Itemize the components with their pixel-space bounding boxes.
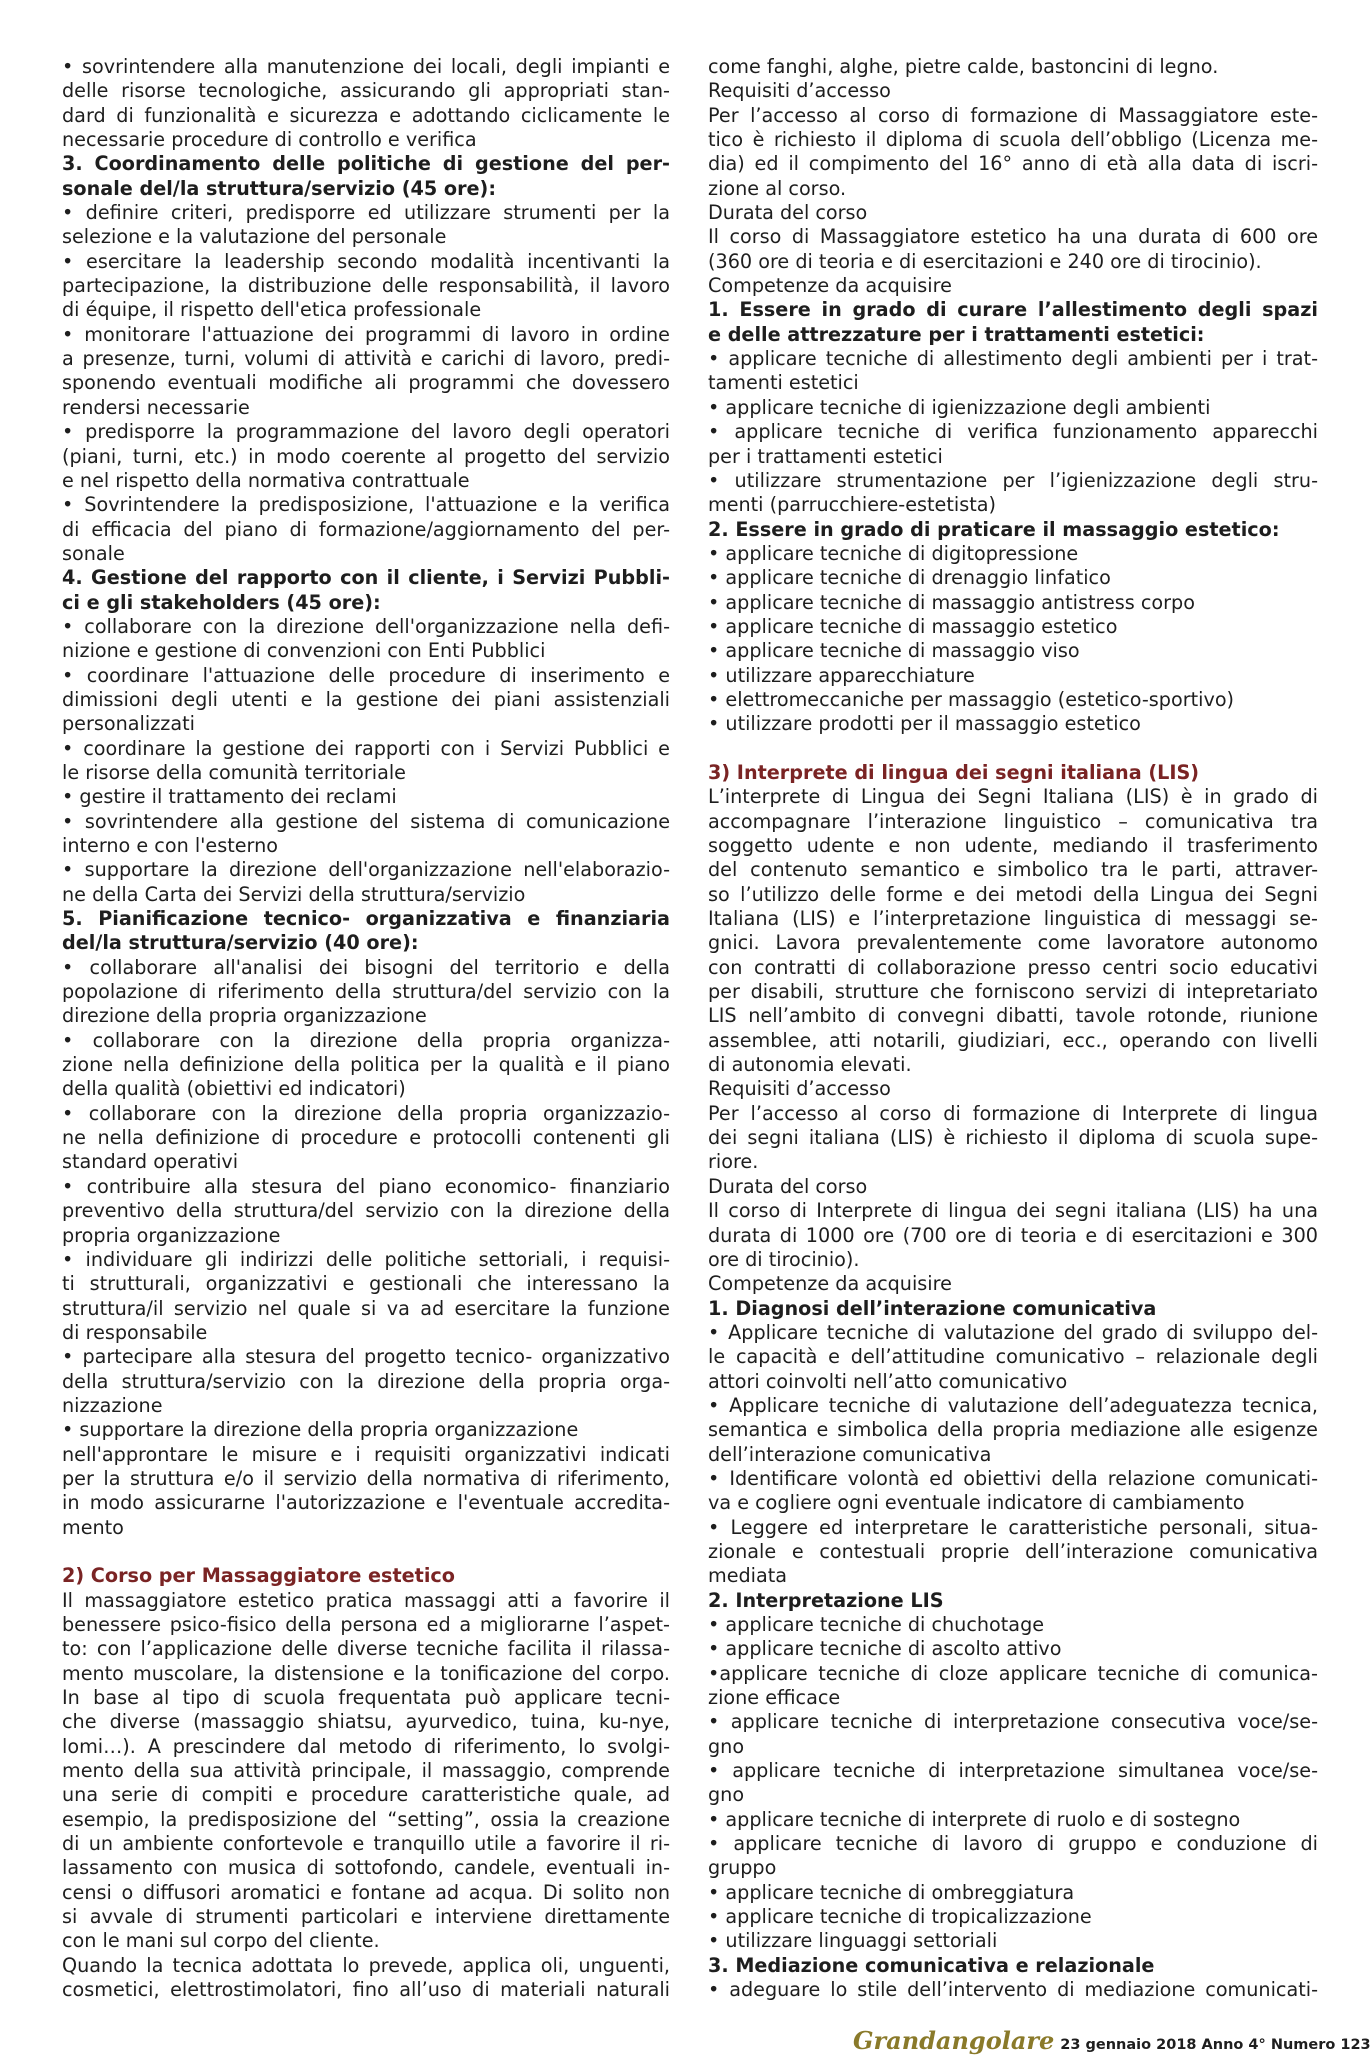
text-line: di efficacia del piano di formazione/aggiornamento del per- <box>62 517 670 541</box>
text-line: selezione e la valutazione del personale <box>62 225 447 249</box>
text-line: in modo assicurarne l'autorizzazione e l'eventuale accredita- <box>62 1491 670 1515</box>
text-line: • coordinare la gestione dei rapporti con i Servizi Pubblici e <box>62 736 670 760</box>
text-line: • utilizzare prodotti per il massaggio estetico <box>708 712 1141 736</box>
page-footer <box>853 2026 1371 2055</box>
text-line: mediata <box>708 1564 788 1588</box>
subheading-line: ci e gli stakeholders (45 ore): <box>62 590 381 614</box>
text-line: soggetto udente e non udente, mediando il trasferimento <box>708 834 1318 857</box>
text-line: • sovrintendere alla gestione del sistema di comunicazione <box>62 809 670 833</box>
text-line: assemblee, atti notarili, giudiziari, ecc., operando con livelli <box>708 1028 1318 1052</box>
text-line: • Applicare tecniche di valutazione del grado di sviluppo del- <box>708 1320 1318 1344</box>
text-line: • Leggere ed interpretare le caratteristiche personali, situa- <box>708 1515 1318 1539</box>
text-line: ore di tirocinio). <box>708 1247 860 1271</box>
text-line: popolazione di riferimento della struttura/del servizio con la <box>62 980 670 1004</box>
text-line: attori coinvolti nell’atto comunicativo <box>708 1369 1068 1393</box>
text-line: preventivo della struttura/del servizio con la direzione della <box>62 1199 670 1223</box>
text-line: ne della Carta dei Servizi della struttura/servizio <box>62 882 526 906</box>
text-line: dard di funzionalità e sicurezza e adottando ciclicamente le <box>62 103 670 127</box>
text-line: • applicare tecniche di drenaggio linfatico <box>708 566 1111 590</box>
text-line: Quando la tecnica adottata lo prevede, applica oli, unguenti, <box>62 1953 670 1977</box>
text-line: una serie di compiti e procedure caratteristiche quale, ad <box>62 1783 670 1807</box>
text-line: • collaborare con la direzione dell'organizzazione nella defi- <box>62 614 670 638</box>
text-line: necessarie procedure di controllo e verifica <box>62 128 477 152</box>
text-line: Requisiti d’accesso <box>708 1077 891 1101</box>
text-line: per i trattamenti estetici <box>708 444 943 468</box>
text-line: • applicare tecniche di lavoro di gruppo e conduzione di <box>708 1832 1318 1856</box>
subheading-line: 1. Essere in grado di curare l’allestimento degli spazi <box>708 298 1318 322</box>
text-line: • applicare tecniche di igienizzazione degli ambienti <box>708 395 1211 419</box>
text-line: per la struttura e/o il servizio della normativa di riferimento, <box>62 1466 670 1490</box>
text-line: della qualità (obiettivi ed indicatori) <box>62 1077 406 1101</box>
text-line: • applicare tecniche di interprete di ruolo e di sostegno <box>708 1807 1241 1831</box>
text-line: Il corso di Massaggiatore estetico ha una durata di 600 ore <box>708 225 1318 249</box>
text-line: • applicare tecniche di ascolto attivo <box>708 1637 1062 1661</box>
text-line: • utilizzare linguaggi settoriali <box>708 1929 998 1953</box>
text-line: • Sovrintendere la predisposizione, l'attuazione e la verifica <box>62 493 670 517</box>
text-line: Durata del corso <box>708 201 868 225</box>
text-line: • adeguare lo stile dell’intervento di mediazione comunicati- <box>708 1978 1318 2002</box>
text-line: direzione della propria organizzazione <box>62 1004 427 1028</box>
text-line: le capacità e dell’attitudine comunicativo – relazionale degli <box>708 1345 1318 1369</box>
text-line: sonale <box>62 541 125 565</box>
text-line: zione efficace <box>708 1686 841 1710</box>
subheading-line: del/la struttura/servizio (40 ore): <box>62 931 419 955</box>
text-line: zione al corso. <box>708 176 847 200</box>
text-line: Durata del corso <box>708 1174 868 1198</box>
subheading-line: sonale del/la struttura/servizio (45 ore): <box>62 176 496 200</box>
text-line: gno <box>708 1783 745 1807</box>
text-line: cosmetici, elettrostimolatori, fino all’uso di materiali naturali <box>62 1978 670 2002</box>
text-line: accompagnare l’interazione linguistico – comunicativa tra <box>708 809 1318 833</box>
text-line: • supportare la direzione dell'organizzazione nell'elaborazio- <box>62 858 670 882</box>
text-line: • monitorare l'attuazione dei programmi di lavoro in ordine <box>62 322 670 346</box>
text-line: Il corso di Interprete di lingua dei segni italiana (LIS) ha una <box>708 1199 1318 1223</box>
text-line: • applicare tecniche di ombreggiatura <box>708 1880 1075 1904</box>
text-line: • applicare tecniche di digitopressione <box>708 541 1079 565</box>
text-line: le risorse della comunità territoriale <box>62 760 406 784</box>
text-line: • applicare tecniche di verifica funzionamento apparecchi <box>708 420 1318 444</box>
text-line: nizione e gestione di convenzioni con Enti Pubblici <box>62 639 546 663</box>
text-line: propria organizzazione <box>62 1223 281 1247</box>
text-line: • coordinare l'attuazione delle procedure di inserimento e <box>62 663 670 687</box>
text-line: Per l’accesso al corso di formazione di Interprete di lingua <box>708 1101 1318 1125</box>
text-line: ti strutturali, organizzativi e gestionali che interessano la <box>62 1272 670 1296</box>
text-line: interno e con l'esterno <box>62 834 279 857</box>
text-line: mento della sua attività principale, il massaggio, comprende <box>62 1759 670 1783</box>
text-line: (360 ore di teoria e di esercitazioni e 240 ore di tirocinio). <box>708 249 1262 273</box>
text-line: • utilizzare apparecchiature <box>708 663 975 687</box>
text-line: sponendo eventuali modifiche ali programmi che dovessero <box>62 371 670 395</box>
text-line: •applicare tecniche di cloze applicare tecniche di comunica- <box>708 1661 1318 1685</box>
subheading-line: 2. Interpretazione LIS <box>708 1588 944 1612</box>
text-line: mento muscolare, la distensione e la tonificazione del corpo. <box>62 1661 670 1685</box>
text-line: dia) ed il compimento del 16° anno di età alla data di iscri- <box>708 152 1318 176</box>
text-line: • gestire il trattamento dei reclami <box>62 785 397 809</box>
text-line: • individuare gli indirizzi delle politiche settoriali, i requisi- <box>62 1247 670 1271</box>
text-line: dei segni italiana (LIS) è richiesto il diploma di scuola supe- <box>708 1126 1318 1150</box>
text-line: zione nella definizione della politica per la qualità e il piano <box>62 1053 670 1077</box>
text-line: benessere psico-fisico della persona ed a migliorarne l’aspet- <box>62 1613 670 1636</box>
text-line: lomi…). A prescindere dal metodo di riferimento, lo svolgi- <box>62 1734 670 1758</box>
text-line: lassamento con musica di sottofondo, candele, eventuali in- <box>62 1856 670 1880</box>
text-line: partecipazione, la distribuzione delle responsabilità, il lavoro <box>62 274 670 298</box>
left-column <box>62 55 670 2003</box>
text-line: Requisiti d’accesso <box>708 79 891 103</box>
text-line: mento <box>62 1515 124 1539</box>
text-line: • applicare tecniche di massaggio viso <box>708 639 1080 663</box>
text-line: Competenze da acquisire <box>708 1272 952 1296</box>
text-line: della struttura/servizio con la direzione della propria orga- <box>62 1369 670 1393</box>
text-line: ne nella definizione di procedure e protocolli contenenti gli <box>62 1126 670 1150</box>
text-line: • partecipare alla stesura del progetto tecnico- organizzativo <box>62 1345 670 1369</box>
text-line: zionale e contestuali proprie dell’interazione comunicativa <box>708 1539 1318 1563</box>
section-heading: 3) Interprete di lingua dei segni italiana (LIS) <box>708 760 1200 784</box>
text-line: di un ambiente confortevole e tranquillo utile a favorire il ri- <box>62 1832 670 1856</box>
text-line: standard operativi <box>62 1150 239 1174</box>
text-line: (piani, turni, etc.) in modo coerente al progetto del servizio <box>62 444 670 468</box>
text-line: • predisporre la programmazione del lavoro degli operatori <box>62 420 670 444</box>
text-line: gruppo <box>708 1856 777 1880</box>
text-line: L’interprete di Lingua dei Segni Italiana (LIS) è in grado di <box>708 785 1318 809</box>
text-line: di responsabile <box>62 1320 208 1344</box>
text-line: • supportare la direzione della propria organizzazione <box>62 1418 579 1442</box>
text-line: • utilizzare strumentazione per l’igienizzazione degli stru- <box>708 468 1318 492</box>
text-line: Competenze da acquisire <box>708 274 952 298</box>
subheading-line: e delle attrezzature per i trattamenti estetici: <box>708 322 1205 346</box>
text-line: rendersi necessarie <box>62 395 250 419</box>
subheading-line: 4. Gestione del rapporto con il cliente, i Servizi Pubbli- <box>62 566 670 590</box>
text-line: di équipe, il rispetto dell'etica professionale <box>62 298 482 322</box>
text-line: di autonomia elevati. <box>708 1053 912 1077</box>
text-line: si avvale di strumenti particolari e interviene direttamente <box>62 1905 670 1929</box>
subheading-line: 3. Mediazione comunicativa e relazionale <box>708 1953 1155 1977</box>
text-line: • collaborare con la direzione della propria organizzazio- <box>62 1101 670 1125</box>
text-line: gno <box>708 1734 745 1758</box>
text-line: durata di 1000 ore (700 ore di teoria e di esercitazioni e 300 <box>708 1223 1318 1247</box>
text-line: Italiana (LIS) e l’interpretazione linguistica di messaggi se- <box>708 907 1318 931</box>
text-line: tico è richiesto il diploma di scuola dell’obbligo (Licenza me- <box>708 128 1318 152</box>
text-line: nell'approntare le misure e i requisiti organizzativi indicati <box>62 1442 670 1466</box>
text-line: nizzazione <box>62 1393 163 1417</box>
text-line: dimissioni degli utenti e la gestione dei piani assistenziali <box>62 687 670 711</box>
text-line: • applicare tecniche di interpretazione simultanea voce/se- <box>708 1759 1318 1783</box>
text-line: • sovrintendere alla manutenzione dei locali, degli impianti e <box>62 55 670 78</box>
text-line: che diverse (massaggio shiatsu, ayurvedico, tuina, ku-nye, <box>62 1710 670 1734</box>
text-line: • Applicare tecniche di valutazione dell’adeguatezza tecnica, <box>708 1393 1318 1417</box>
text-line: • definire criteri, predisporre ed utilizzare strumenti per la <box>62 201 670 225</box>
text-line: semantica e simbolica della propria mediazione alle esigenze <box>708 1418 1318 1442</box>
text-line: to: con l’applicazione delle diverse tecniche facilita il rilassa- <box>62 1637 670 1661</box>
text-line: delle risorse tecnologiche, assicurando gli appropriati stan- <box>62 79 670 103</box>
text-line: riore. <box>708 1150 759 1174</box>
text-line: del contenuto semantico e simbolico tra le parti, attraver- <box>708 858 1318 882</box>
text-line: • applicare tecniche di massaggio estetico <box>708 614 1118 638</box>
text-line: e nel rispetto della normativa contrattuale <box>62 468 470 492</box>
text-line: so l’utilizzo delle forme e dei metodi della Lingua dei Segni <box>708 882 1318 906</box>
text-line: In base al tipo di scuola frequentata può applicare tecni- <box>62 1686 670 1710</box>
text-line: va e cogliere ogni eventuale indicatore di cambiamento <box>708 1491 1245 1515</box>
text-line: per disabili, strutture che forniscono servizi di intepretariato <box>708 980 1318 1004</box>
text-line: • collaborare con la direzione della propria organizza- <box>62 1028 670 1052</box>
text-line: censi o diffusori aromatici e fontane ad acqua. Di solito non <box>62 1880 670 1904</box>
subheading-line: 1. Diagnosi dell’interazione comunicativa <box>708 1296 1157 1320</box>
subheading-line: 5. Pianificazione tecnico- organizzativa e finanziaria <box>62 907 670 931</box>
text-line: con contratti di collaborazione presso centri socio educativi <box>708 955 1318 979</box>
text-line: struttura/il servizio nel quale si va ad esercitare la funzione <box>62 1296 670 1320</box>
text-line: a presenze, turni, volumi di attività e carichi di lavoro, predi- <box>62 347 670 371</box>
issue-info: 23 gennaio 2018 Anno 4° Numero 123 <box>1060 2037 1371 2053</box>
text-line: Per l’accesso al corso di formazione di Massaggiatore este- <box>708 103 1318 127</box>
text-line: • contribuire alla stesura del piano economico- finanziario <box>62 1174 670 1198</box>
text-line <box>62 1540 670 1564</box>
text-line: • elettromeccaniche per massaggio (estetico-sportivo) <box>708 687 1235 711</box>
text-line: • Identificare volontà ed obiettivi della relazione comunicati- <box>708 1466 1318 1490</box>
text-line: • applicare tecniche di tropicalizzazione <box>708 1905 1092 1929</box>
text-line: • applicare tecniche di allestimento degli ambienti per i trat- <box>708 347 1318 371</box>
text-line: gnici. Lavora prevalentemente come lavoratore autonomo <box>708 931 1318 955</box>
right-column <box>708 55 1318 2003</box>
text-line: con le mani sul corpo del cliente. <box>62 1929 380 1953</box>
text-line: • applicare tecniche di massaggio antistress corpo <box>708 590 1195 614</box>
text-line: • esercitare la leadership secondo modalità incentivanti la <box>62 249 670 273</box>
text-line: menti (parrucchiere-estetista) <box>708 493 996 517</box>
text-line: tamenti estetici <box>708 371 859 395</box>
text-line: come fanghi, alghe, pietre calde, bastoncini di legno. <box>708 55 1219 78</box>
text-line: • applicare tecniche di chuchotage <box>708 1613 1045 1636</box>
text-line: dell’interazione comunicativa <box>708 1442 992 1466</box>
subheading-line: 3. Coordinamento delle politiche di gestione del per- <box>62 152 670 176</box>
text-line: LIS nell’ambito di convegni dibatti, tavole rotonde, riunione <box>708 1004 1318 1028</box>
masthead: Grandangolare <box>853 2026 1055 2055</box>
text-line: esempio, la predisposizione del “setting”, ossia la creazione <box>62 1807 670 1831</box>
text-line: personalizzati <box>62 712 195 736</box>
text-line: • applicare tecniche di interpretazione consecutiva voce/se- <box>708 1710 1318 1734</box>
subheading-line: 2. Essere in grado di praticare il massaggio estetico: <box>708 517 1280 541</box>
text-line <box>708 737 1318 761</box>
text-line: Il massaggiatore estetico pratica massaggi atti a favorire il <box>62 1588 670 1612</box>
text-line: • collaborare all'analisi dei bisogni del territorio e della <box>62 955 670 979</box>
section-heading: 2) Corso per Massaggiatore estetico <box>62 1564 455 1588</box>
